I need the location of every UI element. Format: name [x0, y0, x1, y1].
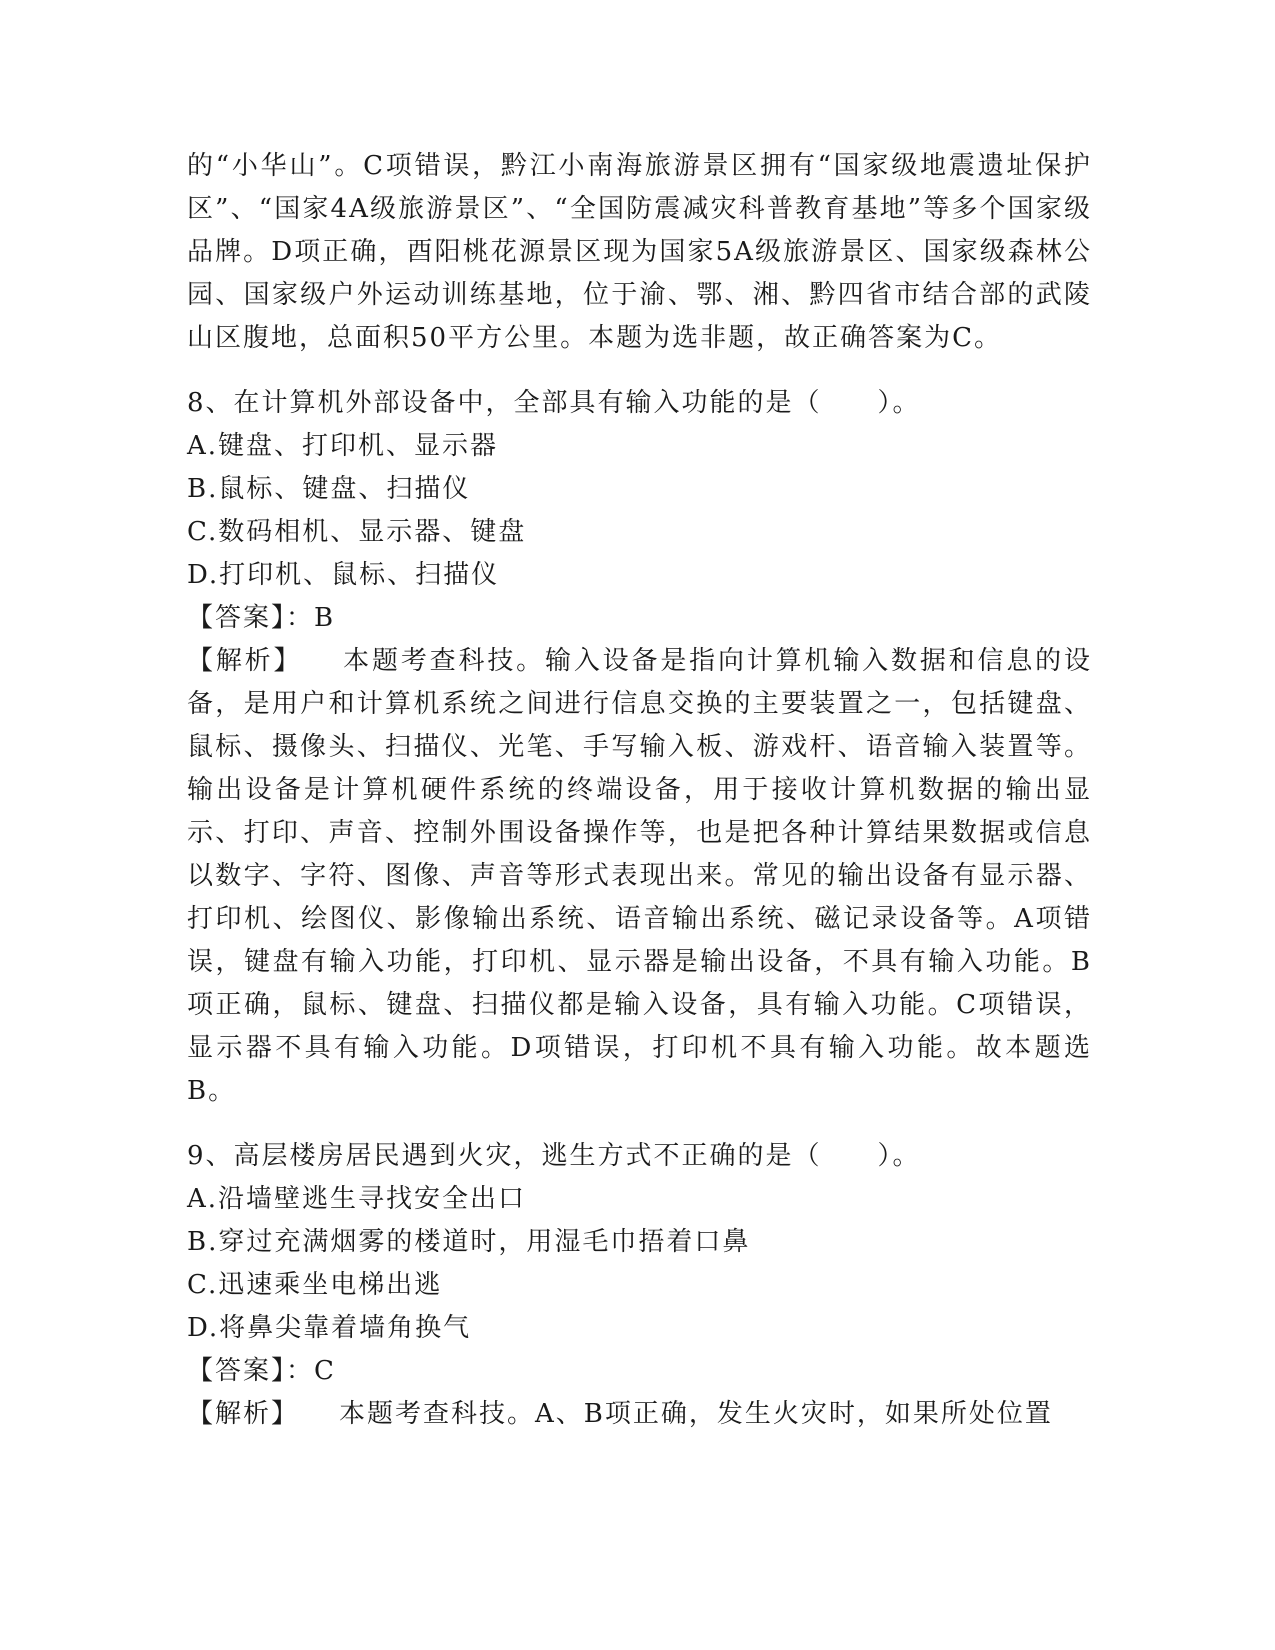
question-9-answer [187, 1350, 1092, 1393]
question-9-option-d: D.将鼻尖靠着墙角换气 [187, 1313, 472, 1343]
question-8-analysis [187, 640, 1092, 1113]
question-8-option-a: A.键盘、打印机、显示器 [187, 431, 499, 461]
question-8-option-d: D.打印机、鼠标、扫描仪 [187, 560, 500, 590]
answer-label: 【答案】： [187, 603, 315, 633]
question-8-option-c: C.数码相机、显示器、键盘 [187, 517, 527, 547]
answer-label: 【答案】： [187, 1356, 315, 1386]
question-9 [187, 1135, 1092, 1436]
question-8-stem: 8、在计算机外部设备中，全部具有输入功能的是（ ）。 [187, 388, 921, 418]
intro-paragraph: 的“小华山”。C项错误，黔江小南海旅游景区拥有“国家级地震遗址保护区”、“国家4A级旅游景区”、“全国防震减灾科普教育基地”等多个国家级品牌。D项正确，酉阳桃花源景区现为国家5A级旅游景区、国家级森林公园、国家级户外运动训练基地，位于渝、鄂、湘、黔四省市结合部的武陵山区腹地，总面积50平方公里。本题为选非题，故正确答案为C。 [187, 151, 1092, 353]
question-9-option-a: A.沿墙壁逃生寻找安全出口 [187, 1184, 527, 1214]
document-page [187, 145, 1092, 1436]
answer-value: C [314, 1356, 336, 1386]
answer-value: B [314, 603, 336, 633]
analysis-text: 本题考查科技。A、B项正确，发生火灾时，如果所处位置 [339, 1399, 1053, 1429]
question-9-analysis [187, 1393, 1092, 1436]
question-8 [187, 382, 1092, 1113]
spacer [187, 1113, 1092, 1135]
spacer [187, 360, 1092, 382]
analysis-text: 本题考查科技。输入设备是指向计算机输入数据和信息的设备，是用户和计算机系统之间进行信息交换的主要装置之一，包括键盘、鼠标、摄像头、扫描仪、光笔、手写输入板、游戏杆、语音输入装置等。输出设备是计算机硬件系统的终端设备，用于接收计算机数据的输出显示、打印、声音、控制外围设备操作等，也是把各种计算结果数据或信息以数字、字符、图像、声音等形式表现出来。常见的输出设备有显示器、打印机、绘图仪、影像输出系统、语音输出系统、磁记录设备等。A项错误，键盘有输入功能，打印机、显示器是输出设备，不具有输入功能。B项正确，鼠标、键盘、扫描仪都是输入设备，具有输入功能。C项错误，显示器不具有输入功能。D项错误，打印机不具有输入功能。故本题选B。 [187, 646, 1092, 1106]
question-8-option-b: B.鼠标、键盘、扫描仪 [187, 474, 471, 504]
question-9-option-c: C.迅速乘坐电梯出逃 [187, 1270, 443, 1300]
analysis-label: 【解析】 [187, 1399, 300, 1429]
question-9-option-b: B.穿过充满烟雾的楼道时，用湿毛巾捂着口鼻 [187, 1227, 751, 1257]
question-8-answer [187, 597, 1092, 640]
analysis-label: 【解析】 [187, 646, 303, 676]
question-9-stem: 9、高层楼房居民遇到火灾，逃生方式不正确的是（ ）。 [187, 1141, 921, 1171]
